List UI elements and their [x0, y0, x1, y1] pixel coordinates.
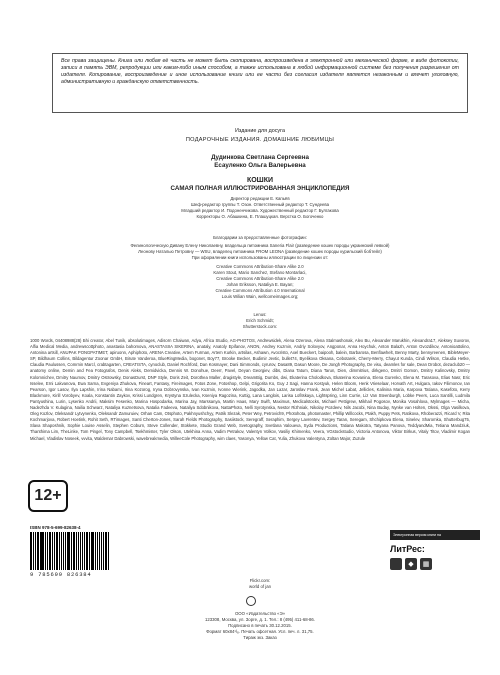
copyright-notice: Все права защищены. Книга или любая её часть не может быть скопирована, воспроизведена в электронной или механической форме, в виде фотокопии, записи в память ЭВМ, репродукции или каким-либо иным способом, а также использована в любой информационной системе без получения разрешения от издателя. Копирование, воспроизведение и иное использование книги или ее части без согласия издателя является незаконным и влечет уголовную, административную и гражданскую ответственность. — [52, 53, 468, 113]
photo-credit-line: Леонову Наталью Петровну — WSU, владелец питомника FROM LEONA (разведение кошек породы курильский бобтейл) — [138, 249, 382, 254]
source-line: Shutterstock.com: — [242, 324, 278, 329]
barcode-bar — [105, 532, 107, 570]
photo-credit-line: При оформлении книги использованы иллюстрации по лицензии от: — [191, 255, 329, 260]
author-2: Есауленко Ольга Валерьевна — [214, 162, 306, 169]
barcode-bar — [80, 532, 82, 570]
address-line: Формат 60x84¹/₈. Печать офсетная. Усл. печ. л. 31,75. — [206, 629, 314, 634]
barcode-bar — [73, 532, 75, 570]
barcode-bar — [40, 532, 41, 570]
cc-line: Creative Commons Attribution-Share Alike 2.0 — [216, 264, 304, 269]
barcode-bar — [67, 532, 70, 570]
author-1: Дудинкова Светлана Сергеевна — [211, 154, 309, 161]
address-line: 123308, Москва, ул. Зорге, д. 1. Тел.: 8 (495) 411-68-86. — [204, 617, 316, 622]
android-icon: ◆ — [405, 558, 417, 570]
barcode-bar — [84, 532, 85, 570]
series-line-1: Издание для досуга — [235, 128, 285, 134]
barcode-bar — [59, 532, 61, 570]
cc-line: Karen Stout, Mario Sanchez, Stefano Montarlaci, — [213, 270, 307, 275]
barcode-bar — [45, 532, 46, 570]
barcode-bar — [49, 532, 51, 570]
staff-line: Шеф-редактор группы Т. Озон. Ответственный редактор Т. Сундеева — [191, 202, 329, 207]
barcode-bar — [52, 532, 53, 570]
barcode-bar — [89, 532, 90, 570]
barcode-bar — [103, 532, 104, 570]
barcode-bar — [47, 532, 48, 570]
photo-credits — [40, 243, 480, 261]
photo-credit-line: Фелинологическую Дивану Елену Николаевну, владельца питомника Saneria Flair (разведение кошек породы украинский левкой) — [130, 243, 390, 248]
flickr-label: Flickr.com: — [249, 578, 271, 583]
shutterstock-credits: 1000 Words, 04408988(28) Бhi creator, Abel Tunik, absolutimages, Adisorn Chaiwan, Adya, Africa Studio, AG-PHOTOS, Andrewsidek, Alena Ozerova, Alena Stalmashonak, Alex Bu, Alexander Marukhin, Alexandra17, Aleksey Suvorov, Alfia Medical Media, andrewscottphoto, anastasia bahomova, ANASTASIIA SIKERINA, anataly, Anatoly Epifanov, ANON, Andrey Kuzmin, Andriy Solovyov, Angponar, Anna Hoychuk, Anton Balazh, Anton Gvozdikov, Antonioattolino, Antonina artsill, ANUPAK PONGPATIMET, apiruonn, Aphiphoto, ARENA Creative, Artem Furman, Artem Kurkin, artsilas, Ashawn, Avocristo, Axel Bueckert, baipooh, balein, Barbarosa, Benflawhelt, Benny Marty, bennyreenen, BibleMeyer-SP, Bildhaum Collins, Bildagentur Zoonar GmbH, Birute Vanderoa, BlueRingMedia, bogonet, Boy77, Brooke Becker, Budimir Jevtic, bullet74, Byelikova Oksana, Cebotarek, Cherry-Merry, Chayut Kunda, Cindi Wilson, Claudia Hetke, Claudia Paulussen, Comrnin Marcl, crabtagarten, CREATISTA, cynoclub, Daniel Rochford, Dan Kosmayer, Dani Simmonds, cyrurov, Dasa89, Dasun Moore, De Jongh Photography, De visu, deamles for sale, Dean Drobot, dezaclub20 — anatomy online, Demin and Fea Fotografos, Denis Aleks, Demidvicka, Dennis W. Donohue, Deerr, Pavel, Deyan Georgiev, dibs, Diana Tatum, Diana Tarun, Dien, dimmitrius, dirkgeno, Dmitri Gomon, Dmitry Kalinovsky, Dmitry Kolomnichev, Dmitry Naumov, Dmitry Ostrowsky, DonasDurst, DNP Style, Doris Zeit, Dorothea Maller, dragistyle, DreamBig, Dumbs, dwi, Ekaterina Cholodkova, Ekaterina Kovanina, Elena Gurenko, Elena M. Tarasova, Elias Nasr, Eric Isselee, Erni Lakvanova, Ewa Sarna, Evgeniya Zhukova, Fineart, Fantasy, Fireimages, Fotos Zone, Fotoshop, Gelpi, Grigorita Ko, Guy J Sagi, Hanna Kostyuk, Helen Bloom, Henk Vrieselaar, Horvath Art, Hulgara, Iakov Filimonov, Ian Pearson, Igor Lasov, Ilya Lapshin, Irina Nabami, Irina Kozorog, Iryna Dobrovynska, Ivan Kuzmin, Ivonne Wierink, Jagodka, Jan Lazar, Jaroslav Frank, Jean Michel Labat, Jellicles, Kalinina Maria, Karpova Tatiana, Kasefoto, Kerry Blackmore, Kirill Vorobyev, Koala, Konstantin Zaykov, Krissi Lundgren, Krystyna Szulecka, Kseniya Ragozina, Kuttig, Lana Langlois, Larisa Lofitskaya, Lightspring, Linn Currie, Liz Van Steenburgh, Lobke Peers, Luca Santilli, Ludmila Pantyushina, Lurin, Lysenko Andrii, Maksim Fesenko, Marina Hospodarka, Marina Jay, Marssanya, Martin Haas, Mary Swift, Maximus, Medicalstocks, Michael Pettigrew, Mikhail Pogosov, Monika Vosahlova, Mylmages — Micha, Nadezhda V. Kulagina, Nailia Schwarz, Nataliya Kuznetsova, Natalia Fadeeva, Nataliya Sdobnikova, NattaPhoto, Nelli Syrotynska, Nestor Rizhniak, Nikolay Pozdeev, Nils Jacobi, Nina Buday, Nynke van Holten, Okssi, Olga Vasilkova, Oleg Kozlov, Oleksandr Lytvynenko, Oleksandr Zamuruiev, Orhan Cam, Otsphoto, Pakhnyushchyy, Patrik Slezak, Peter Wey, Petrovich9, Photohota, photomaster, Phillip Willcocks, Ptakh, Puppy Pets, Ratikova, Rhoberazzi, Ricard V, Rita Kochmarjova, Robert Hoetink, Rohit Seth, RTimages, Santi Cherton-Jones, Sarah Fields Photography, Sasiistock, Seregraff, Seraphim, Sergey Lavrentev, Sergey Taran, Seregam, Shchipkova Elena, Sinelev, Sharomka, Shutterbug75, Slava Shaposhnik, Sophie Louise Asselin, Stephen Coburn, Steve Collender, Stokkete, Studio Grand Web, Svetography, Svetlana Valoueva, Syda Productions, Tatiana Makotra, Tatyana Panova, TeddyandMia, Tetiana Mandziuk, Thanthima Lim, TheLinke, Tom Pingel, Tony Campbell, Tsekhmister, Tyler Olson, Utekhina Anna, Vadim Petrakov, Valentyn Volkov, Vasiliy Khimenko, Veera, VGstockstudio, Victoria Antonova, Viktor Birkus, Vitaly Titov, Vladimir Kogan Michael, Vladislav Noseek, vvvita, Waldemar Dabrowski, wavebreakmedia, WilleeCole Photography, wim claes, Yasonya, Yellow Cat, Yulia, Zhukova Valentyna, Zoltan Major, Zuzule — [30, 338, 470, 441]
barcode-icon — [30, 532, 110, 570]
apple-icon — [390, 558, 402, 570]
barcode-bar — [65, 532, 66, 570]
barcode-bar — [35, 532, 36, 570]
barcode-bar — [82, 532, 83, 570]
publisher-logo-icon — [246, 596, 256, 606]
cc-line: Creative Commons Attribution-Share Alike 2.0 — [216, 276, 304, 281]
source-credits — [40, 312, 480, 330]
barcode-bar — [33, 532, 34, 570]
source-line: Lenus: — [253, 312, 267, 317]
series-line-2: ПОДАРОЧНЫЕ ИЗДАНИЯ. ДОМАШНИЕ ЛЮБИМЦЫ — [185, 137, 335, 143]
barcode-bar — [99, 532, 101, 570]
barcode-bar — [63, 532, 64, 570]
creative-commons-credits — [40, 264, 480, 300]
cc-line: Creative Commons Attribution 4.0 International — [215, 288, 305, 293]
photo-thanks: Благодарим за предоставленные фотографии: — [213, 235, 307, 240]
book-subtitle: САМАЯ ПОЛНАЯ ИЛЛЮСТРИРОВАННАЯ ЭНЦИКЛОПЕДИЯ — [170, 185, 350, 192]
barcode-bar — [37, 532, 39, 570]
barcode-bar — [76, 532, 77, 570]
flickr-credits — [40, 578, 480, 590]
barcode-bar — [71, 532, 72, 570]
barcode-bar — [30, 532, 32, 570]
publisher-address — [40, 611, 480, 641]
flickr-author: world of jan — [249, 584, 271, 589]
cc-line: Johan Eriksson, Nataliya E. Bayan; — [226, 282, 294, 287]
staff-list — [40, 196, 480, 220]
barcode-bar — [101, 532, 102, 570]
barcode-bar — [91, 532, 94, 570]
barcode-bar — [56, 532, 58, 570]
barcode-bar — [54, 532, 55, 570]
source-line: Erich Schmidt; — [246, 318, 274, 323]
barcode-bar — [78, 532, 79, 570]
barcode-bar — [95, 532, 96, 570]
address-line: Подписано в печать 30.12.2015. — [228, 623, 292, 628]
litres-badge: Электронная версия книги на — [390, 530, 480, 540]
barcode-bar — [108, 532, 109, 570]
address-line: Тираж экз. Заказ — [243, 635, 277, 640]
staff-line: Корректоры О. Абашкина, Е. Плашуцкая. Верстка О. Богоченко — [196, 214, 324, 219]
barcode-bar — [61, 532, 62, 570]
barcode-bar — [41, 532, 44, 570]
age-rating-badge: 12+ — [28, 480, 68, 512]
staff-line: Директор редакции Е. Капьёв — [230, 196, 290, 201]
store-icons — [390, 558, 432, 570]
litres-logo: ЛитРес: — [390, 544, 425, 554]
cc-line: Louis Wilian Wain, wellcomeimages.org; — [221, 294, 299, 299]
barcode-bar — [86, 532, 88, 570]
staff-line: Младший редактор И. Подоненчикова. Художественный редактор Г. Булгакова — [181, 208, 339, 213]
barcode-bar — [97, 532, 98, 570]
address-line: ООО «Издательство «Э» — [234, 611, 286, 616]
book-title: КОШКИ — [246, 177, 274, 184]
barcode-digits: 9 785699 826384 — [30, 571, 92, 578]
isbn: ISBN 978-5-699-82638-4 — [30, 525, 81, 530]
windows-icon: ▦ — [420, 558, 432, 570]
litres-block — [390, 530, 480, 575]
